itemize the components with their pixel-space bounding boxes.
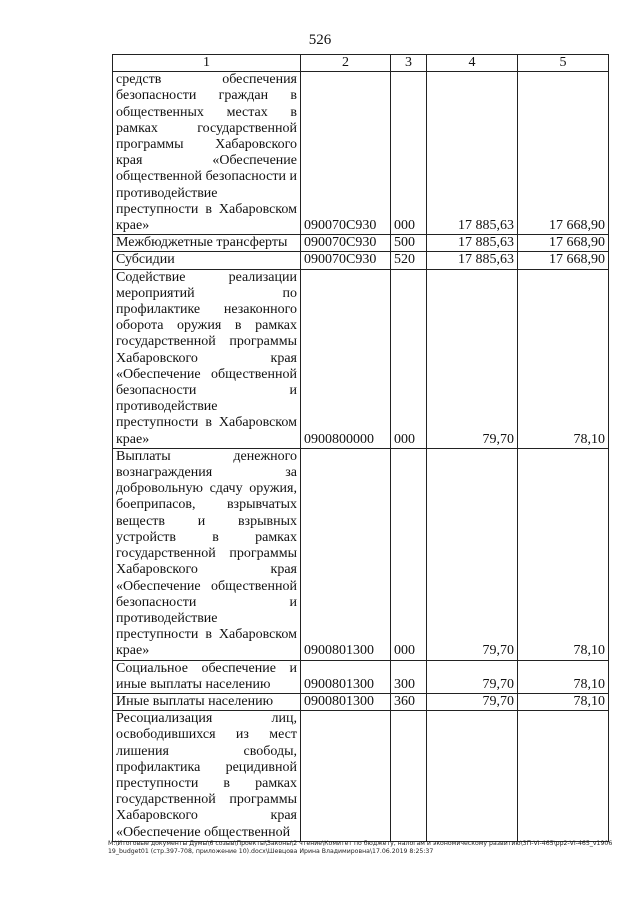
row-kind: 000 [391,448,427,660]
row-value-5: 78,10 [518,448,609,660]
row-value-5: 17 668,90 [518,72,609,235]
row-code: 090070С930 [301,72,391,235]
row-kind: 500 [391,235,427,252]
row-name: Выплаты денежного вознаграждения за добровольную сдачу оружия, боеприпасов, взрывчатых веществ и взрывных устройств в рамках государственной программы Хабаровского края «Обеспечение общественной безопасности и противодействие преступности в Хабаровском крае» [113,448,301,660]
header-col-1: 1 [113,55,301,72]
table-row [113,711,609,842]
row-value-5 [518,711,609,842]
row-name: Межбюджетные трансферты [113,235,301,252]
header-col-5: 5 [518,55,609,72]
row-value-4: 79,70 [427,693,518,710]
row-kind: 300 [391,660,427,693]
row-value-4: 79,70 [427,269,518,448]
table-row [113,660,609,693]
row-value-5: 78,10 [518,660,609,693]
row-kind: 000 [391,72,427,235]
table-row [113,252,609,269]
row-name: Ресоциализация лиц, освободившихся из мест лишения свободы, профилактика рецидивной преступности в рамках государственной программы Хабаровского края «Обеспечение общественной [113,711,301,842]
row-code: 0900801300 [301,693,391,710]
table-row [113,693,609,710]
budget-table [112,54,609,842]
row-kind [391,711,427,842]
row-value-5: 17 668,90 [518,235,609,252]
row-kind: 360 [391,693,427,710]
table-row [113,269,609,448]
row-value-4: 17 885,63 [427,252,518,269]
header-col-4: 4 [427,55,518,72]
row-name: средств обеспечения безопасности граждан в общественных местах в рамках государственной программы Хабаровского края «Обеспечение общественной безопасности и противодействие преступности в Хабаровском крае» [113,72,301,235]
row-value-5: 78,10 [518,269,609,448]
document-path-footer: М:\Итоговые документы Думы\6 созыв\Проекты\Законы\2 чтение\Комитет по бюджету, налогам и экономическому развитию\3П-VI-465\рр2-VI-465_v190619_budget01 (стр.397-708, приложение 10).docx\Шевцова Ирина Владимировна\17.06.2019 8:25:37 [108,840,613,855]
row-value-4: 17 885,63 [427,72,518,235]
row-name: Содействие реализации мероприятий по профилактике незаконного оборота оружия в рамках государственной программы Хабаровского края «Обеспечение общественной безопасности и противодействие преступности в Хабаровском крае» [113,269,301,448]
header-col-2: 2 [301,55,391,72]
page-number: 526 [308,32,332,48]
row-code: 0900801300 [301,448,391,660]
row-kind: 000 [391,269,427,448]
row-value-5: 17 668,90 [518,252,609,269]
table-row [113,235,609,252]
header-col-3: 3 [391,55,427,72]
table-row [113,448,609,660]
row-code: 0900801300 [301,660,391,693]
table-header-row [113,55,609,72]
row-code: 090070С930 [301,235,391,252]
row-value-5: 78,10 [518,693,609,710]
row-code: 0900800000 [301,269,391,448]
row-value-4: 17 885,63 [427,235,518,252]
row-name: Иные выплаты населению [113,693,301,710]
table-row [113,72,609,235]
row-value-4: 79,70 [427,660,518,693]
row-value-4: 79,70 [427,448,518,660]
row-code [301,711,391,842]
row-kind: 520 [391,252,427,269]
row-name: Субсидии [113,252,301,269]
row-code: 090070С930 [301,252,391,269]
row-value-4 [427,711,518,842]
row-name: Социальное обеспечение и иные выплаты населению [113,660,301,693]
